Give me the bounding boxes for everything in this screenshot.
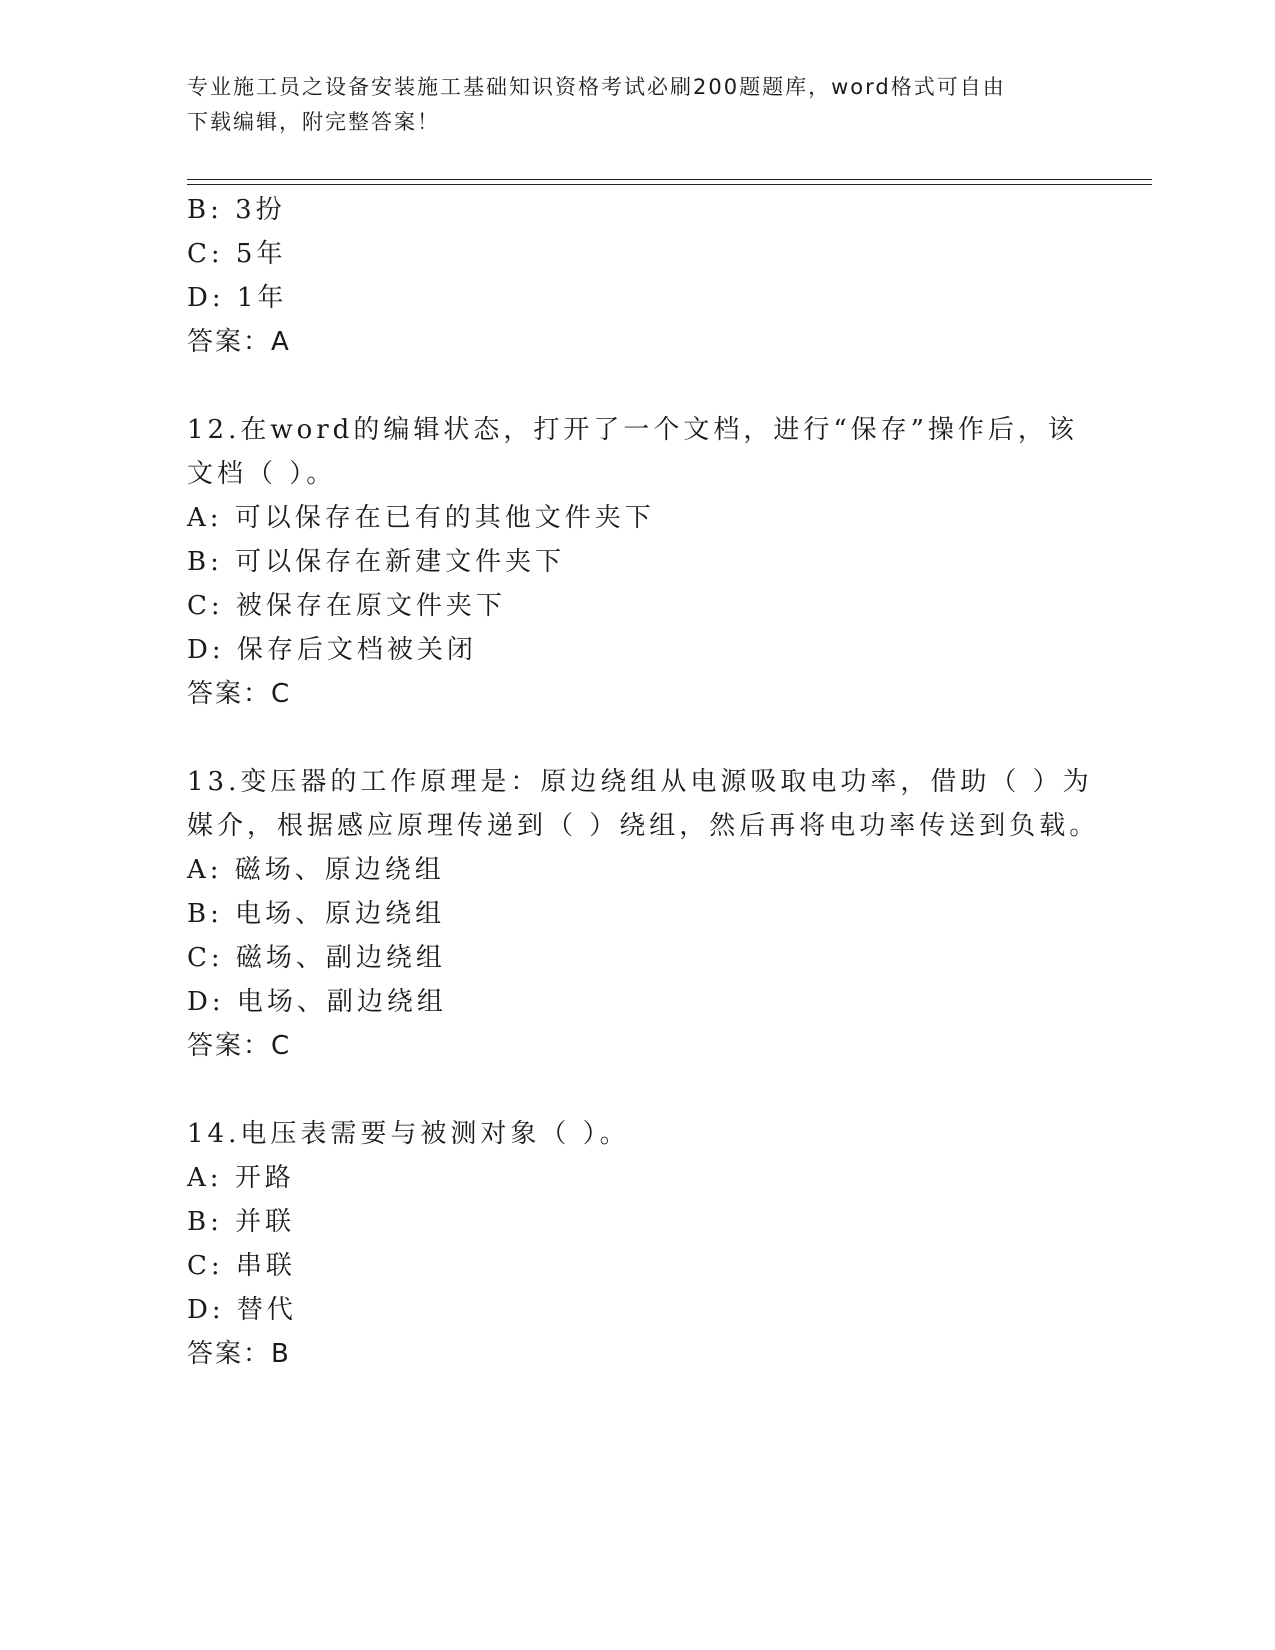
q11-option-c: C: 5年	[187, 239, 287, 269]
q14-answer: 答案：B	[187, 1339, 291, 1369]
q11-answer: 答案：A	[187, 327, 291, 357]
q12-option-a: A: 可以保存在已有的其他文件夹下	[187, 503, 655, 533]
q13-option-a: A: 磁场、原边绕组	[187, 855, 445, 885]
q13-stem-line-1: 13.变压器的工作原理是：原边绕组从电源吸取电功率，借助（ ）为	[187, 767, 1093, 797]
q14-stem-line-1: 14.电压表需要与被测对象（ ）。	[187, 1119, 630, 1149]
q11-option-d: D: 1年	[187, 283, 288, 313]
q12-option-b: B: 可以保存在新建文件夹下	[187, 547, 566, 577]
q13-option-d: D: 电场、副边绕组	[187, 987, 447, 1017]
q14-option-d: D: 替代	[187, 1295, 297, 1325]
q12-stem-line-2: 文档（ ）。	[187, 459, 337, 489]
q14-option-a: A: 开路	[187, 1163, 295, 1193]
q13-answer: 答案：C	[187, 1031, 292, 1061]
document-header	[187, 70, 1087, 140]
q14-option-b: B: 并联	[187, 1207, 296, 1237]
q13-stem-line-2: 媒介，根据感应原理传递到（ ）绕组，然后再将电功率传送到负载。	[187, 811, 1100, 841]
header-divider-top	[187, 179, 1152, 180]
q13-option-c: C: 磁场、副边绕组	[187, 943, 446, 973]
q12-option-d: D: 保存后文档被关闭	[187, 635, 477, 665]
q12-option-c: C: 被保存在原文件夹下	[187, 591, 506, 621]
header-line-2: 下载编辑，附完整答案！	[187, 110, 440, 134]
q14-option-c: C: 串联	[187, 1251, 296, 1281]
header-divider-bottom	[187, 184, 1152, 185]
q12-stem-line-1: 12.在word的编辑状态，打开了一个文档，进行“保存”操作后，该	[187, 415, 1078, 445]
q11-option-b: B: 3扮	[187, 195, 286, 225]
header-line-1: 专业施工员之设备安装施工基础知识资格考试必刷200题题库，word格式可自由	[187, 75, 1006, 99]
q12-answer: 答案：C	[187, 679, 292, 709]
q13-option-b: B: 电场、原边绕组	[187, 899, 446, 929]
